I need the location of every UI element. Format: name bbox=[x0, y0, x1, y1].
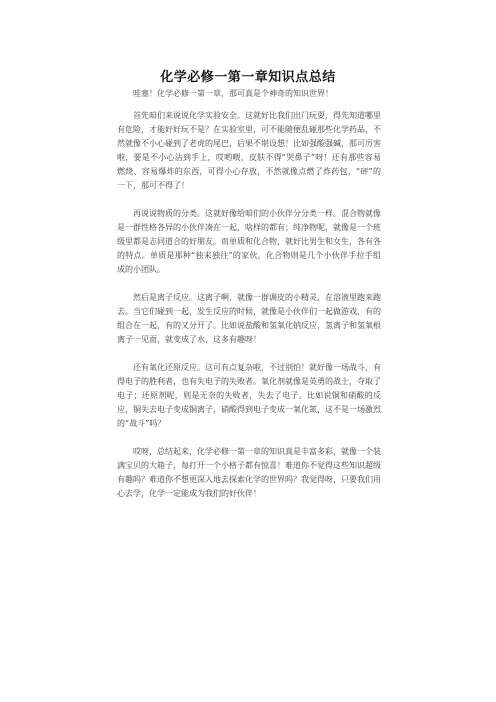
page-title: 化学必修一第一章知识点总结 bbox=[160, 70, 336, 85]
paragraph-conclusion: 哎呀，总结起来，化学必修一第一章的知识真是丰富多彩，就像一个装满宝贝的大箱子，每打开一个小格子都有惊喜！难道你不觉得这些知识超级有趣吗？难道你不想更深入地去探索化学的世界吗？我觉得呀，只要我们用心去学，化学一定能成为我们的好伙伴！ bbox=[117, 447, 381, 498]
paragraph-intro: 哇塞！化学必修一第一章，那可真是个神奇的知识世界！ bbox=[133, 89, 333, 98]
document-body bbox=[117, 87, 381, 515]
paragraph-classification: 再说说物质的分类。这就好像给咱们的小伙伴分分类一样。混合物就像是一群性格各异的小伙伴凑在一起，啥样的都有；纯净物呢，就像是一个班级里都是志同道合的好朋友。而单质和化合物，就好比男生和女生，各有各的特点。单质是那种“独来独往”的家伙，化合物则是几个小伙伴手拉手组成的小团队。 bbox=[117, 209, 381, 274]
paragraph-lab-safety: 首先咱们来说说化学实验安全。这就好比我们出门玩耍，得先知道哪里有危险，才能好好玩不是？在实验室里，可不能随便乱碰那些化学药品，不然就像不小心碰到了老虎的尾巴，后果不堪设想！比如强酸强碱，那可厉害啦，要是不小心沾到手上，哎哟喂，皮肤不得“哭鼻子”呀！还有那些容易燃烧、容易爆炸的东西，可得小心存放，不然就像点燃了炸药包，“砰”的一下，那可不得了！ bbox=[117, 111, 381, 190]
paragraph-redox-reaction: 还有氧化还原反应。这可有点复杂啦，不过别怕！就好像一场战斗，有得电子的胜利者，也有失电子的失败者。氧化剂就像是英勇的战士，夺取了电子；还原剂呢，则是无奈的失败者，失去了电子。比如说铜和硝酸的反应，铜失去电子变成铜离子，硝酸得到电子变成一氧化氮，这不是一场激烈的“战斗”吗？ bbox=[117, 363, 381, 428]
paragraph-ionic-reaction: 然后是离子反应。这离子啊，就像一群调皮的小精灵，在溶液里跑来跑去。当它们碰到一起，发生反应的时候，就像是小伙伴们一起做游戏，有的组合在一起，有的又分开了。比如说盐酸和氢氧化钠反应，氢离子和氢氧根离子一见面，就变成了水，这多有趣呀！ bbox=[117, 293, 381, 344]
